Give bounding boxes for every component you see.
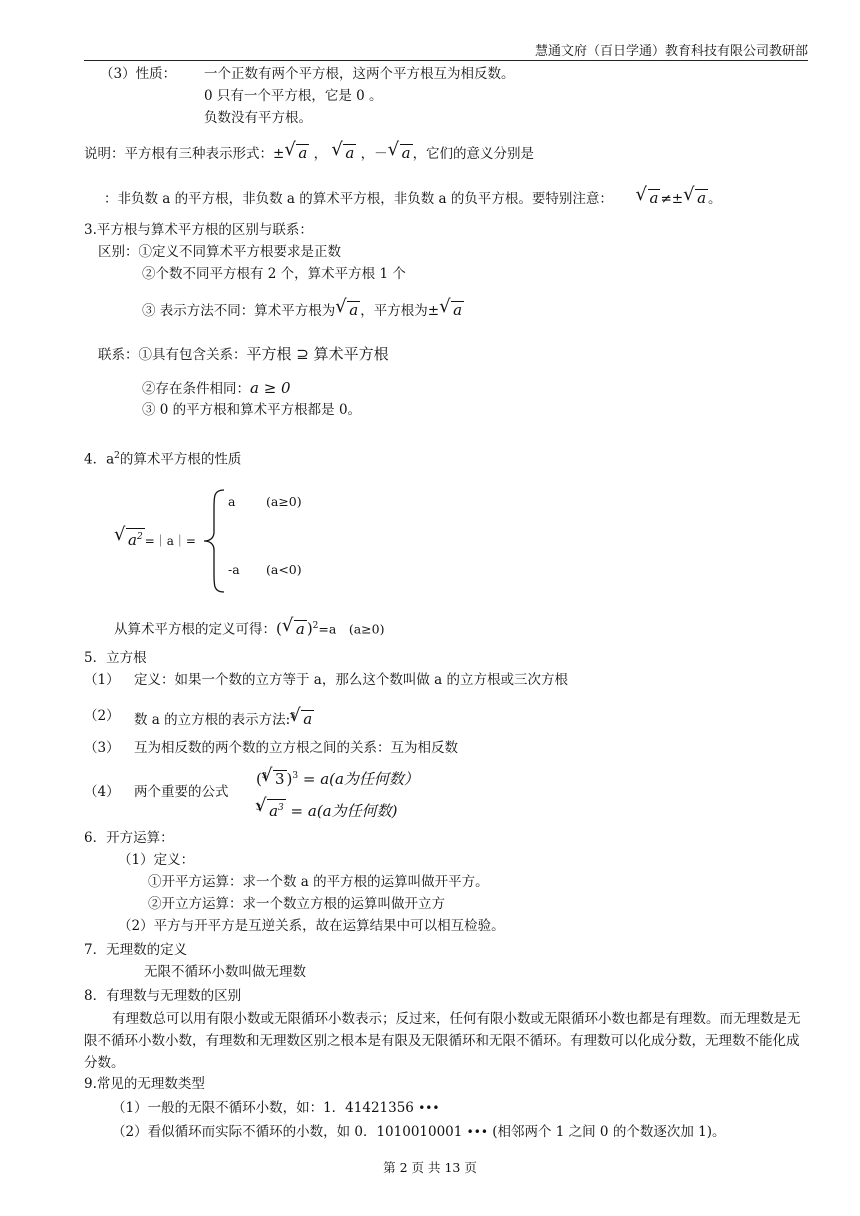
sec4-derive: 从算术平方根的定义可得：(√ a )$^2$=a (a≥0): [114, 616, 384, 640]
case-2-value: -a: [228, 562, 240, 577]
sec6-title: 6．开方运算：: [84, 830, 174, 846]
cbrt-a: √ a: [291, 709, 314, 729]
sqrt-a-squared: √ $a^2$: [116, 528, 145, 550]
sqrt-a-6: √ a: [337, 300, 360, 320]
sec5-item-2: 数 a 的立方根的表示方法:$^3$√ a: [134, 706, 314, 730]
sec9-type-1-text: （1）一般的无限不循环小数，如：1．41421356: [112, 1100, 414, 1116]
derive-exponent: 2: [312, 621, 319, 631]
cbrt-3: √ 3: [263, 769, 287, 789]
sec3-diff-3: [142, 300, 464, 321]
note-meanings: ：非负数 a 的平方根，非负数 a 的算术平方根，非负数 a 的负平方根。要特别注意：: [104, 191, 613, 207]
sec4-title-a: 4．a: [84, 451, 115, 468]
sec3-rel-1b: 平方根 ⊇ 算术平方根: [246, 345, 389, 363]
sec8-body: 有理数总可以用有限小数或无限循环小数表示；反过来，任何有限小数或无限循环小数也都是有理数。而无理数是无限不循环小数小数，有理数和无理数区别之根本是有限及无限循环和无限不循环。有理数可以化成分数，无理数不能化成分数。: [84, 1011, 801, 1071]
sec5-item-4: 两个重要的公式: [134, 784, 229, 800]
sec5-item-4-num: （4）: [84, 784, 120, 800]
sec3-title: 3.平方根与算术平方根的区别与联系：: [84, 222, 313, 238]
ellipsis-2: •••: [466, 1125, 488, 1139]
page-footer: 第 2 页 共 13 页: [383, 1160, 477, 1175]
cbrt-a-cubed: √ $a^3$: [257, 799, 286, 821]
case-1-value: a: [228, 494, 236, 509]
sec3-rel-2: [142, 378, 291, 399]
sec5-item-2-num: （2）: [84, 708, 120, 724]
sec6-def-3: （2）平方与开平方是互逆关系，故在运算结果中可以相互检验。: [118, 918, 505, 934]
note-suffix: ，它们的意义分别是: [412, 146, 535, 162]
sqrt-a-3: √ a: [390, 143, 413, 163]
note-end: 。: [708, 191, 722, 207]
sec6-def-2: ②开立方运算：求一个数立方根的运算叫做开立方: [148, 896, 445, 912]
sec3-rel-1: [98, 344, 389, 365]
sec4-equation: [114, 528, 196, 551]
sec4-title-sup: 2: [114, 451, 120, 461]
sqrt-a-1: √ a: [286, 143, 309, 163]
sec3-diff-3a: ③ 表示方法不同：算术平方根为: [142, 303, 336, 319]
sec9-type-2b: (相邻两个 1 之间 0 的个数逐次加 1)。: [492, 1124, 726, 1140]
sqrt-a-5: √ a: [685, 188, 708, 208]
sec9-type-2a: （2）看似循环而实际不循环的小数，如 0．1010010001: [112, 1124, 463, 1140]
property-line-1: 一个正数有两个平方根，这两个平方根互为相反数。: [204, 66, 515, 82]
sec3-rel-2b: a ≥ 0: [250, 379, 291, 397]
sec7-title: 7．无理数的定义: [84, 942, 188, 958]
sqrt-a-8: √ a: [284, 619, 307, 639]
sec5-title: 5．立方根: [84, 650, 147, 666]
sqrt-a-7: √ a: [441, 300, 464, 320]
sec3-rel-1a: 联系：①具有包含关系：: [98, 347, 247, 363]
sec5-item-2-text: 数 a 的立方根的表示方法:: [134, 712, 291, 728]
note-line-2: [104, 188, 722, 209]
sec5-item-3: 互为相反数的两个数的立方根之间的关系：互为相反数: [134, 740, 458, 756]
brace-icon: [202, 488, 226, 594]
sec4-title: [84, 446, 241, 470]
ellipsis-1: •••: [418, 1101, 440, 1115]
case-2-cond: (a<0): [266, 562, 302, 577]
formula-2: $^3$√ $a^3 = a(a$为任何数): [256, 798, 397, 821]
formula-1-tail: = a(a为任何数）: [298, 770, 419, 788]
sec9-type-1: [112, 1098, 439, 1118]
property-line-2: 0 只有一个平方根，它是 0 。: [204, 88, 383, 104]
sec9-type-2: [112, 1122, 725, 1142]
sec3-diff-2: ②个数不同平方根有 2 个，算术平方根 1 个: [142, 266, 406, 282]
note-line-1: [84, 143, 534, 164]
sec5-item-3-num: （3）: [84, 740, 120, 756]
sec5-item-1-num: （1）: [84, 672, 120, 688]
sec4-eq: =｜a｜=: [144, 534, 196, 548]
header-rule: [84, 60, 808, 61]
sec3-diff-3b: ，平方根为±: [360, 303, 440, 319]
sec3-rel-3: ③ 0 的平方根和算术平方根都是 0。: [142, 402, 362, 418]
sqrt-a-4: √ a: [638, 188, 661, 208]
note-sep-2: ，－: [360, 146, 388, 162]
sec7-body: 无限不循环小数叫做无理数: [144, 964, 306, 980]
sec4-derive-text: 从算术平方根的定义可得：: [114, 621, 276, 638]
neq-symbol: ≠±: [660, 191, 684, 207]
sec6-def: （1）定义：: [118, 852, 195, 868]
sec3-rel-2a: ②存在条件相同：: [142, 381, 250, 397]
property-label: （3）性质：: [100, 66, 177, 82]
sec4-title-b: 的算术平方根的性质: [119, 451, 242, 468]
header-org: 慧通文府（百日学通）教育科技有限公司教研部: [534, 44, 808, 59]
note-sep-1: ，: [313, 146, 328, 162]
case-1-cond: (a≥0): [266, 494, 302, 509]
sec9-title: 9.常见的无理数类型: [84, 1076, 205, 1092]
formula-1: ($^3$√ 3 )$^3$ = a(a为任何数）: [256, 766, 419, 789]
sqrt-a-2: √ a: [333, 143, 356, 163]
sec3-diff-1: 区别：①定义不同算术平方根要求是正数: [98, 244, 341, 260]
sec4-derive-tail: =a (a≥0): [318, 621, 385, 637]
formula-2-tail: = a(a为任何数): [285, 802, 398, 820]
sec8-title: 8．有理数与无理数的区别: [84, 988, 242, 1004]
note-prefix: 说明：平方根有三种表示形式：±: [84, 146, 285, 162]
sec5-item-1: 定义：如果一个数的立方等于 a，那么这个数叫做 a 的立方根或三次方根: [134, 672, 568, 688]
sec6-def-1: ①开平方运算：求一个数 a 的平方根的运算叫做开平方。: [148, 874, 489, 890]
property-line-3: 负数没有平方根。: [204, 110, 312, 126]
